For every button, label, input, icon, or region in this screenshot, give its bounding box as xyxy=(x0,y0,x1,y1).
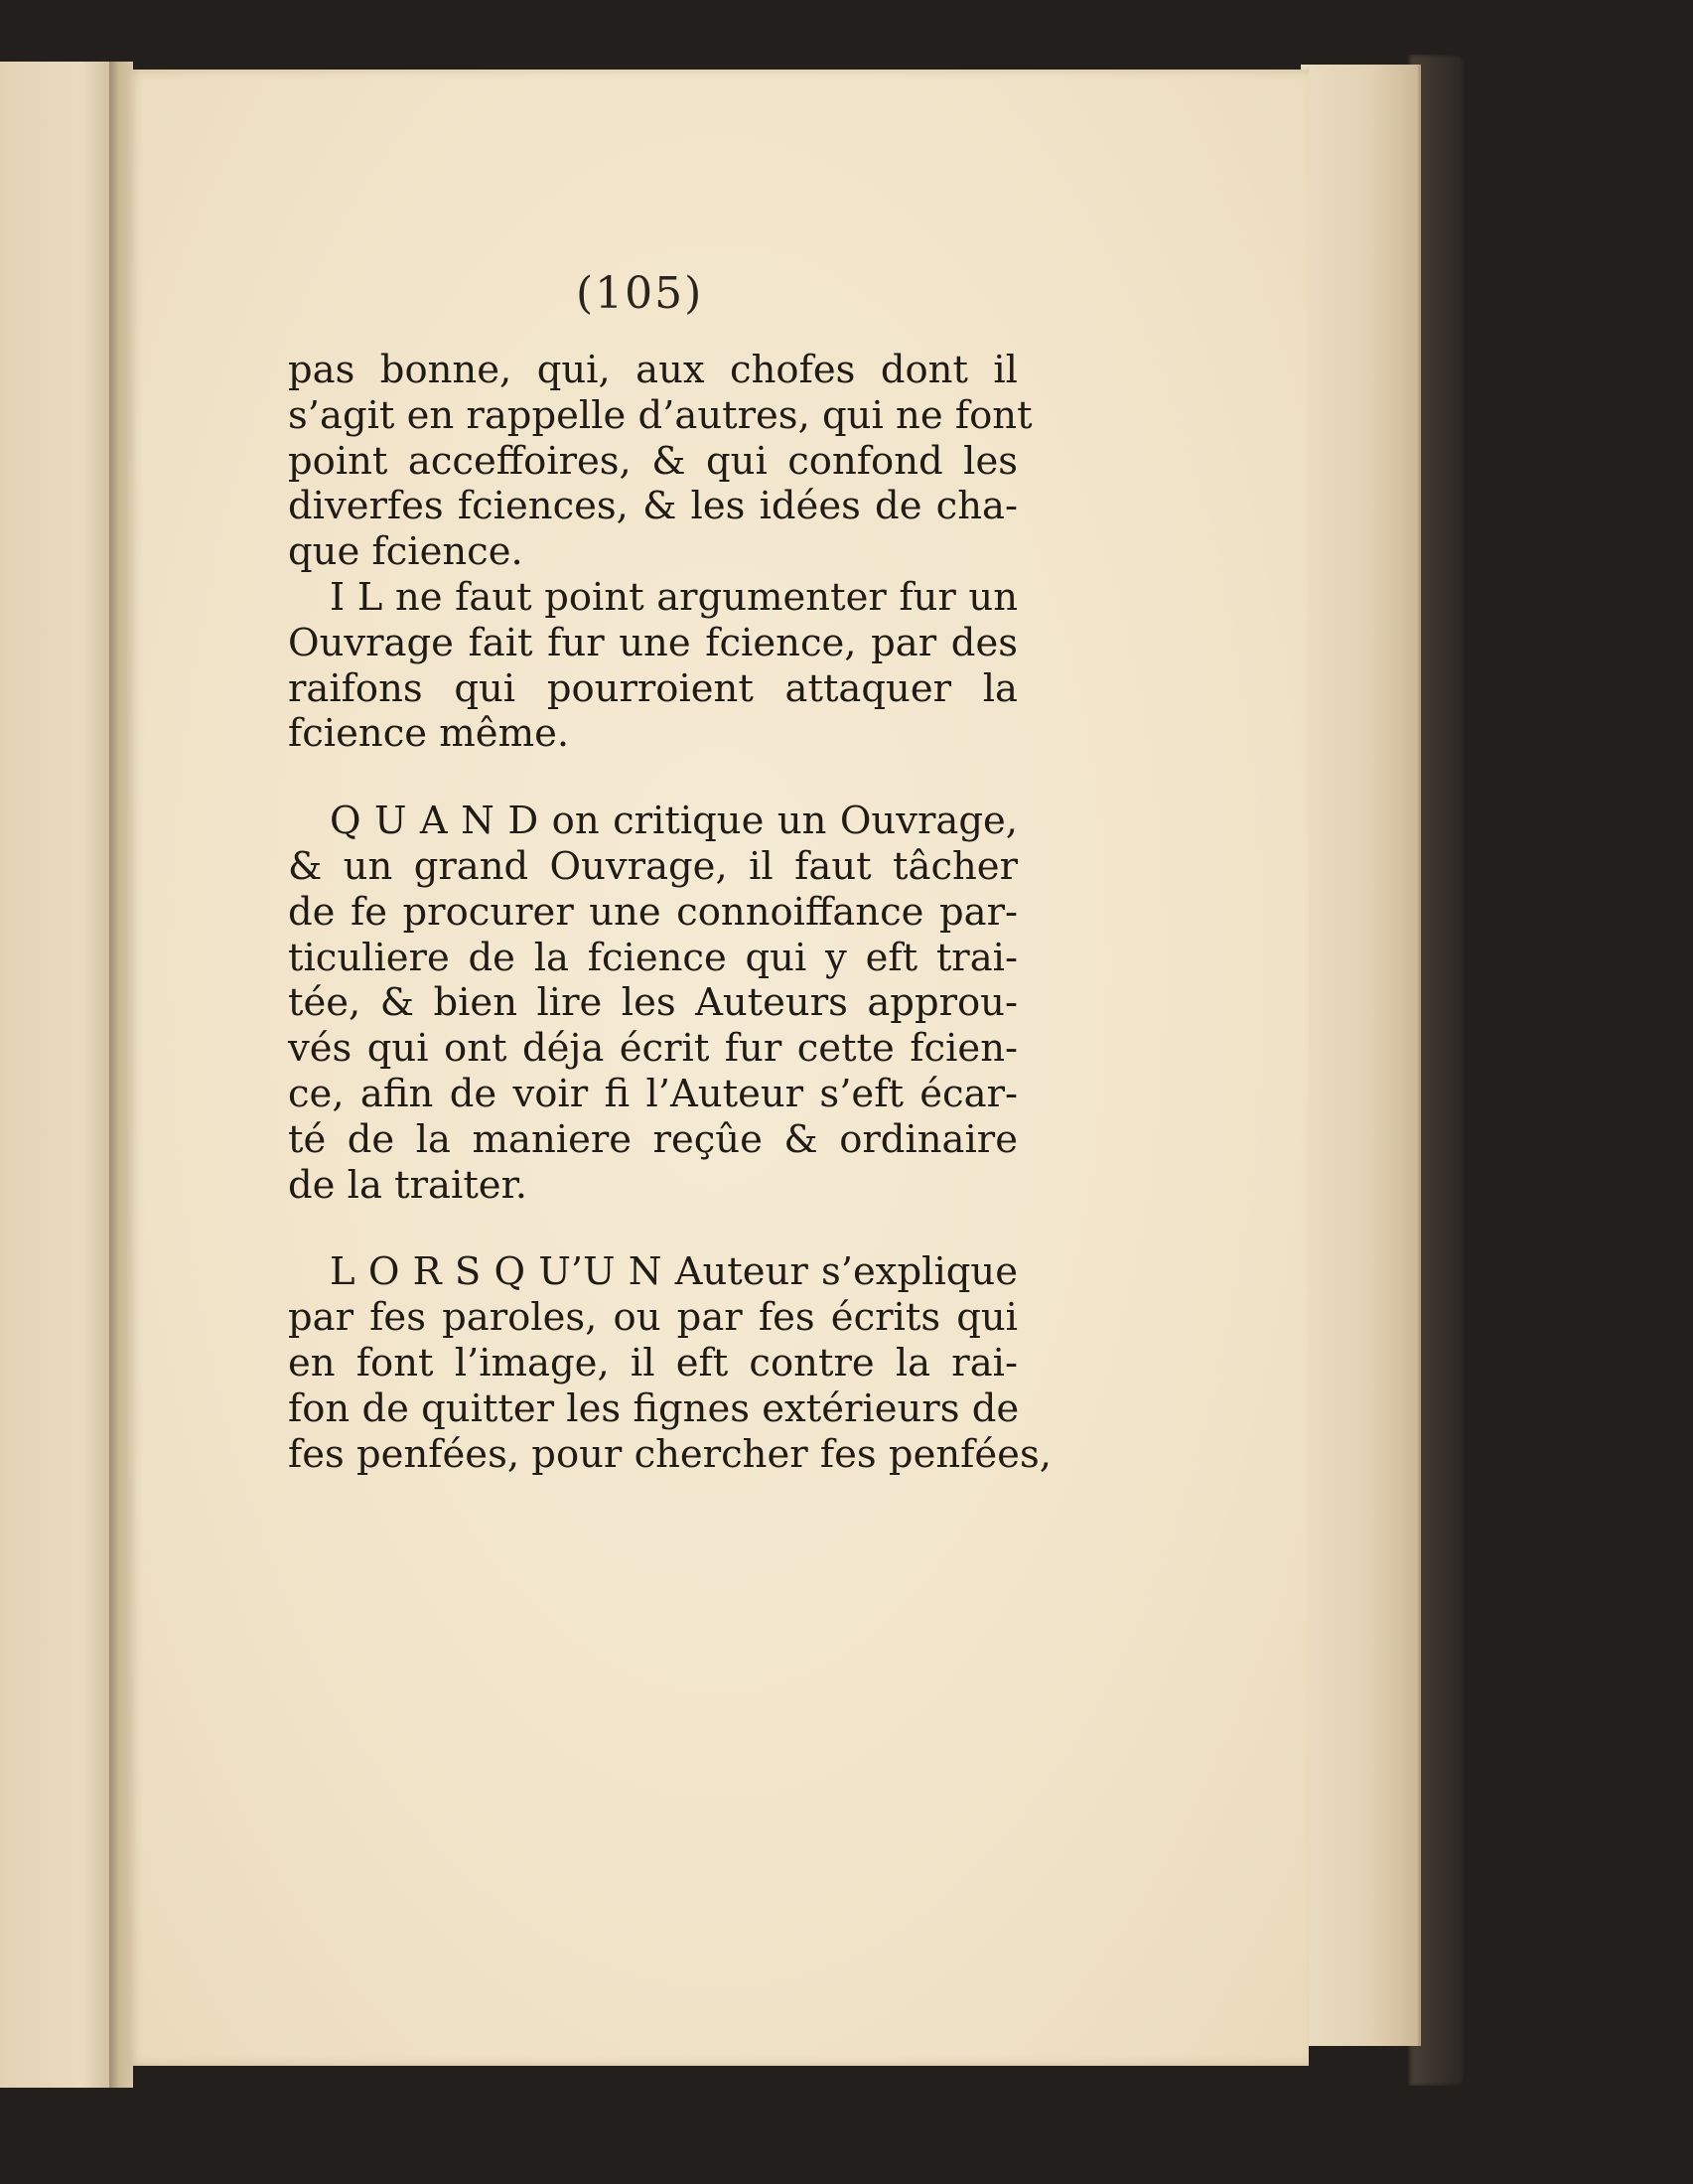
paragraph-4 xyxy=(288,1249,1052,1477)
text-line: raifons qui pourroient attaquer la xyxy=(288,665,1018,711)
text-line: Q U A N D on critique un Ouvrage, xyxy=(330,799,1018,844)
text-line: ticuliere de la fcience qui y eft trai- xyxy=(288,935,1018,980)
text-line: de la traiter. xyxy=(288,1162,527,1208)
text-line: fes penfées, pour chercher fes penfées, xyxy=(288,1431,1052,1477)
text-line: de fe procurer une connoiffance par- xyxy=(288,889,1018,935)
text-line: que fcience. xyxy=(288,529,523,575)
page-text xyxy=(288,348,1052,1477)
text-line: par fes paroles, ou par fes écrits qui xyxy=(288,1295,1018,1341)
paragraph-1 xyxy=(288,348,1033,575)
page-number: (105) xyxy=(576,268,704,319)
text-line: vés qui ont déja écrit fur cette fcien- xyxy=(288,1026,1018,1072)
text-line: diverfes fciences, & les idées de cha- xyxy=(288,484,1018,529)
text-line: point acceffoires, & qui confond les xyxy=(288,438,1018,484)
text-line: s’agit en rappelle d’autres, qui ne font xyxy=(288,392,1033,438)
text-line: pas bonne, qui, aux chofes dont il xyxy=(288,348,1018,392)
text-line: L O R S Q U’U N Auteur s’explique xyxy=(330,1249,1018,1295)
text-line: & un grand Ouvrage, il faut tâcher xyxy=(288,843,1018,889)
text-line: fcience même. xyxy=(288,711,570,757)
text-line: tée, & bien lire les Auteurs approu- xyxy=(288,980,1018,1026)
paragraph-2 xyxy=(288,575,1018,757)
text-line: fon de quitter les fignes extérieurs de xyxy=(288,1385,1020,1431)
paragraph-3 xyxy=(288,799,1018,1208)
text-line: en font l’image, il eft contre la rai- xyxy=(288,1340,1018,1385)
paragraph-gap xyxy=(288,1208,1018,1249)
left-page-edge xyxy=(0,62,117,2088)
text-line: ce, afin de voir fi l’Auteur s’eft écar- xyxy=(288,1071,1018,1116)
text-line: Ouvrage fait fur une fcience, par des xyxy=(288,620,1018,665)
text-line: I L ne faut point argumenter fur un xyxy=(330,574,1018,620)
page-stack-edge xyxy=(1301,65,1421,2046)
text-line: té de la maniere reçûe & ordinaire xyxy=(288,1116,1018,1162)
paragraph-gap xyxy=(288,757,1018,799)
